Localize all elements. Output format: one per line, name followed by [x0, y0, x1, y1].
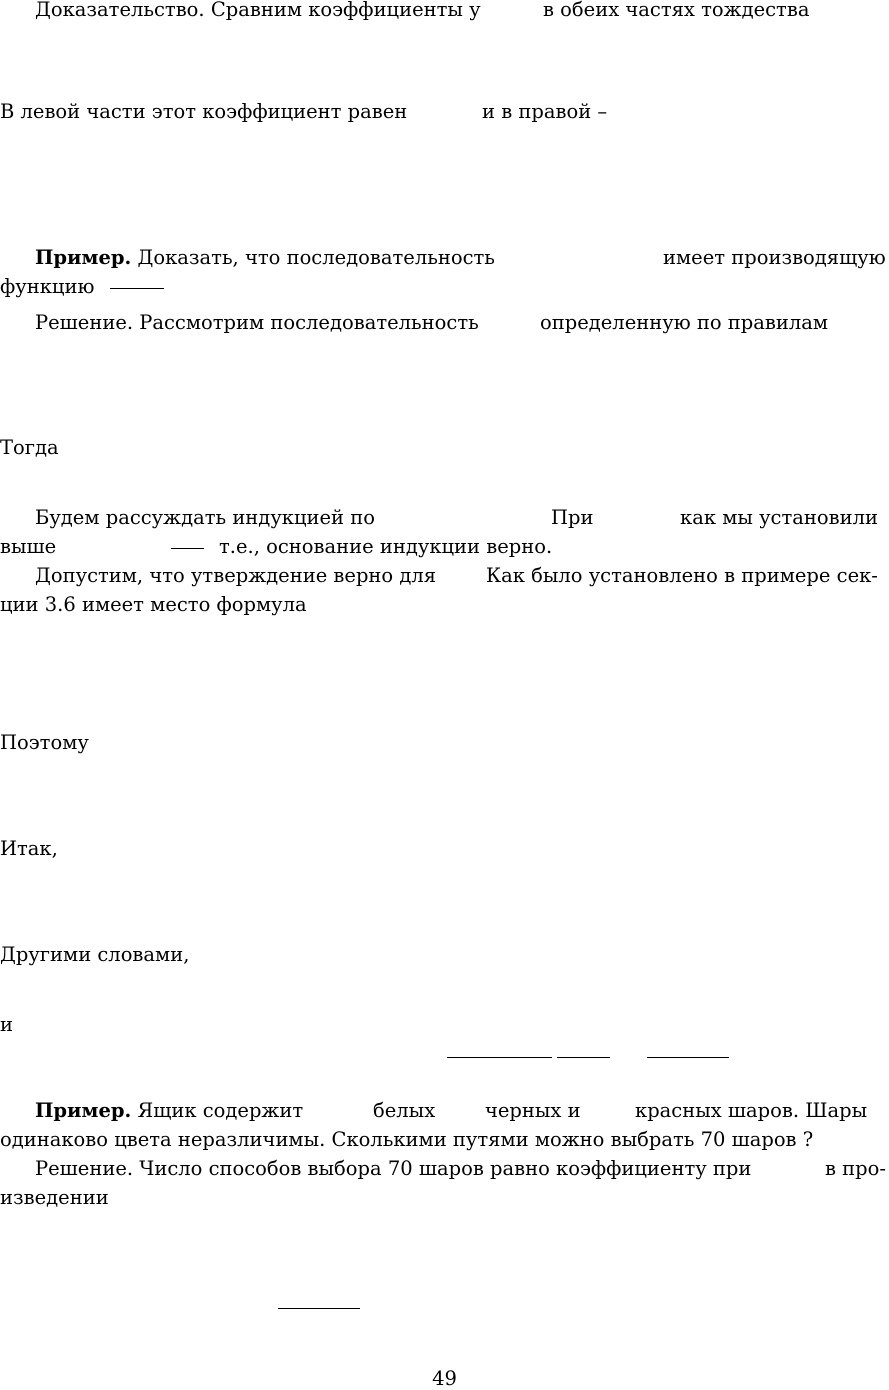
solution-1-text: Решение. Рассмотрим последовательность [35, 311, 479, 334]
induction-established-text: как мы установили [680, 506, 878, 529]
and-label: и [0, 1013, 13, 1036]
solution-2-text-end: в про- [825, 1157, 886, 1180]
white-balls-text: белых [373, 1099, 436, 1122]
induction-step-text: Допустим, что утверждение верно для [35, 564, 437, 587]
left-coefficient-text: В левой части этот коэффициент равен [0, 100, 408, 123]
example-2-title: Пример. [35, 1099, 132, 1122]
right-coefficient-text: и в правой – [482, 100, 608, 123]
solution-2-text: Решение. Число способов выбора 70 шаров равно коэффициенту при [35, 1157, 752, 1180]
fraction-bar [447, 1057, 552, 1058]
black-balls-text: черных и [485, 1099, 581, 1122]
example-2-line [35, 1101, 303, 1121]
proof-line [35, 0, 481, 20]
formula-reference-text: ции 3.6 имеет место формула [0, 593, 307, 616]
example-1-text-end: имеет производящую [663, 246, 886, 269]
then-label: Тогда [0, 436, 59, 459]
proof-text-start: Доказательство. Сравним коэффициенты у [35, 0, 481, 21]
example-1-function-label: функцию [0, 275, 95, 298]
page-number: 49 [432, 1367, 457, 1390]
example-2-box-text: Ящик содержит [137, 1099, 304, 1122]
example-1-text: Доказать, что последовательность [137, 246, 495, 269]
proof-text-end: в обеих частях тождества [543, 0, 810, 21]
fraction-bar [278, 1308, 360, 1309]
induction-text: Будем рассуждать индукцией по [35, 506, 375, 529]
induction-base-text: т.е., основание индукции верно. [219, 535, 553, 558]
example-1-line [35, 248, 495, 268]
fraction-bar [557, 1057, 610, 1058]
example-1-title: Пример. [35, 246, 132, 269]
solution-1-text-end: определенную по правилам [540, 311, 829, 334]
induction-above-text: выше [0, 535, 57, 558]
red-balls-text: красных шаров. Шары [635, 1099, 868, 1122]
induction-step-text-end: Как было установлено в примере сек- [486, 564, 878, 587]
product-label: изведении [0, 1186, 109, 1209]
fraction-bar [171, 548, 204, 549]
fraction-bar [647, 1057, 729, 1058]
so-label: Итак, [0, 837, 58, 860]
therefore-label: Поэтому [0, 731, 89, 754]
fraction-bar [110, 288, 164, 289]
in-other-words-label: Другими словами, [0, 943, 190, 966]
example-2-question: одинаково цвета неразличимы. Сколькими путями можно выбрать 70 шаров ? [0, 1128, 814, 1151]
induction-at-text: При [551, 506, 594, 529]
